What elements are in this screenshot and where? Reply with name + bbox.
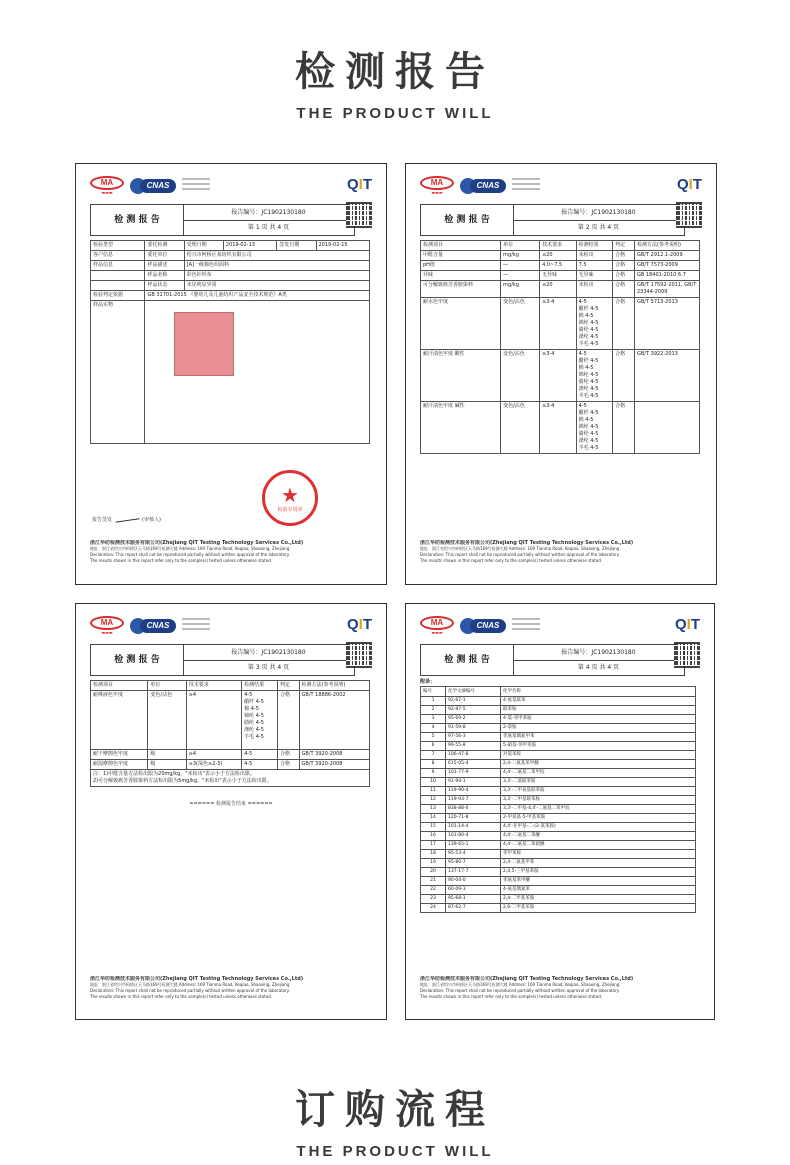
table-row: 可分解致癌芳香胺染料 mg/kg ≤20 未检出 合格 GB/T 17592-2011, GB/T 23344-2009 <box>421 281 700 298</box>
table-row: 7 106-47-8 对氯苯胺 <box>421 751 696 760</box>
accreditation-lines <box>182 178 210 193</box>
table-row: 甲醛含量 mg/kg ≤20 未检出 合格 GB/T 2912.1-2009 <box>421 251 700 261</box>
report-page-4 <box>405 603 715 1020</box>
ma-logo: MA ▬▬▬ <box>420 616 454 636</box>
table-row: 3 95-69-2 4-氯-邻甲苯胺 <box>421 715 696 724</box>
table-row: 耐汗渍色牢度 酸性 变色/沾色 ≥3-4 4-5 醋纤 4-5 棉 4-5 锦纶 4-5 腈纶 4-5 涤纶 4-5 羊毛 4-5 合格 GB/T 3922-2013 <box>421 350 700 402</box>
report-end-note: ====== 检测报告结束 ====== <box>189 801 273 807</box>
table-header-row: 检测项目 单位 技术要求 检测结果 判定 检测方法(参考说明) <box>91 681 370 691</box>
report3-results-table <box>90 680 370 787</box>
table-row: 注：1)甲醛含量方法检出限为20mg/kg，"未检出"表示小于方法检出限。 2)可分解致癌芳香胺染料方法检出限为5mg/kg，"未检出"表示小于方法检出限。 <box>91 770 370 787</box>
table-row: 24 87-62-7 2,6-二甲基苯胺 <box>421 904 696 913</box>
report-footer: 浙江华纺检测技术服务有限公司(Zhejiang QIT Testing Technology Services Co.,Ltd) 地址：浙江省绍兴市柯桥区天马路169号检测大楼 Address: 169 Tianma Road, Keqiao, Shaoxing, Zhejiang Declaration: This report shall not be reproduced partially without written approval of the laboratory. The results shown in this report refer only to the sample(s) tested unless otherwise stated. <box>90 540 304 563</box>
table-row: 检验类型 委托检测 受理日期 2019-02-13 签发日期 2019-02-15 <box>91 241 370 251</box>
table-row: 耐水色牢度 变色/沾色 ≥3-4 4-5 醋纤 4-5 棉 4-5 锦纶 4-5 腈纶 4-5 涤纶 4-5 羊毛 4-5 合格 GB/T 5713-2013 <box>421 298 700 350</box>
table-row: 15 101-14-4 4,4'-亚甲基-二-(2-氯苯胺) <box>421 823 696 832</box>
table-row: 样品实物 <box>91 301 370 444</box>
section-header-order-process <box>0 1078 790 1160</box>
page-indicator: 第 4 页 共 4 页 <box>577 664 620 671</box>
cnas-logo: CNAS <box>460 618 508 634</box>
section-header-test-report <box>0 40 790 122</box>
table-row: 耐干摩擦色牢度 级 ≥4 4-5 合格 GB/T 3920-2008 <box>91 750 370 760</box>
table-row: 4 91-59-8 2-萘胺 <box>421 724 696 733</box>
table-row: pH值 — 4.0~7.5 7.5 合格 GB/T 7573-2009 <box>421 261 700 271</box>
report-page-3 <box>75 603 387 1020</box>
section-title: 检测报告 <box>295 49 495 95</box>
table-row: 6 99-55-8 5-硝基-邻甲苯胺 <box>421 742 696 751</box>
report-number: 报告编号：JC1902130180 <box>183 645 354 661</box>
table-row: 10 91-94-1 3,3'-二氯联苯胺 <box>421 778 696 787</box>
table-row: 检验判定依据 GB 31701-2015 《婴幼儿及儿童纺织产品安全技术规范》A类 <box>91 291 370 301</box>
qit-logo: QIT <box>346 616 372 633</box>
accreditation-lines <box>512 178 540 193</box>
report-header <box>90 616 372 642</box>
table-header-row: 编号 化学文摘编号 化学名称 <box>421 687 696 697</box>
table-row: 样品状态 未见明显异常 <box>91 281 370 291</box>
table-row: 23 95-68-1 2,4-二甲基苯胺 <box>421 895 696 904</box>
table-row: 11 119-90-4 3,3'-二甲氧基联苯胺 <box>421 787 696 796</box>
report4-amine-table <box>420 686 696 913</box>
table-row: 1 92-67-1 4-氨基联苯 <box>421 697 696 706</box>
report-footer: 浙江华纺检测技术服务有限公司(Zhejiang QIT Testing Technology Services Co.,Ltd) 地址：浙江省绍兴市柯桥区天马路169号检测大楼 Address: 169 Tianma Road, Keqiao, Shaoxing, Zhejiang Declaration: This report shall not be reproduced partially without written approval of the laboratory. The results shown in this report refer only to the sample(s) tested unless otherwise stated. <box>90 976 304 999</box>
table-row: 异味 — 无异味 无异味 合格 GB 18401-2010 6.7 <box>421 271 700 281</box>
report2-results-table <box>420 240 700 454</box>
table-row: 8 615-05-4 2,4-二氨基苯甲醚 <box>421 760 696 769</box>
qit-logo: QIT <box>346 176 372 193</box>
section-subtitle: THE PRODUCT WILL <box>296 105 494 122</box>
table-row: 17 139-65-1 4,4'-二氨基二苯硫醚 <box>421 841 696 850</box>
table-row: 12 119-93-7 3,3'-二甲基联苯胺 <box>421 796 696 805</box>
table-row: 16 101-80-4 4,4'-二氨基二苯醚 <box>421 832 696 841</box>
report-number: 报告编号：JC1902130180 <box>513 645 684 661</box>
report-title: 检 测 报 告 <box>421 645 514 675</box>
table-row: 14 120-71-8 2-甲氧基-5-甲基苯胺 <box>421 814 696 823</box>
accreditation-lines <box>512 618 540 633</box>
report-title: 检 测 报 告 <box>91 645 184 675</box>
table-row: 2 92-87-5 联苯胺 <box>421 706 696 715</box>
table-header-row: 检测项目 单位 技术要求 检测结果 判定 检测方法(参考说明) <box>421 241 700 251</box>
table-row: 20 137-17-7 2,4,5-三甲基苯胺 <box>421 868 696 877</box>
report-title-box <box>90 204 355 236</box>
table-row: 样品名称 彩色针织布 <box>91 271 370 281</box>
report-header <box>420 176 702 202</box>
report-header <box>420 616 700 642</box>
report-title-box <box>420 644 685 676</box>
section-subtitle: THE PRODUCT WILL <box>296 1143 494 1160</box>
page-indicator: 第 1 页 共 4 页 <box>247 224 290 231</box>
report-number: 报告编号：JC1902130180 <box>513 205 684 221</box>
table-row: 13 838-88-0 3,3'-二甲基-4,4'-二氨基二苯甲烷 <box>421 805 696 814</box>
report-footer: 浙江华纺检测技术服务有限公司(Zhejiang QIT Testing Technology Services Co.,Ltd) 地址：浙江省绍兴市柯桥区天马路169号检测大楼 Address: 169 Tianma Road, Keqiao, Shaoxing, Zhejiang Declaration: This report shall not be reproduced partially without written approval of the laboratory. The results shown in this report refer only to the sample(s) tested unless otherwise stated. <box>420 540 634 563</box>
table-row: 耐唾液色牢度 变色/沾色 ≥4 4-5 醋纤 4-5 棉 4-5 锦纶 4-5 腈纶 4-5 涤纶 4-5 羊毛 4-5 合格 GB/T 18886-2002 <box>91 691 370 750</box>
table-row: 耐湿摩擦色牢度 级 ≥3(深色≥2-3) 4-5 合格 GB/T 3920-2008 <box>91 760 370 770</box>
page-indicator: 第 2 页 共 4 页 <box>577 224 620 231</box>
page-indicator: 第 3 页 共 4 页 <box>247 664 290 671</box>
sample-photo <box>174 312 234 376</box>
table-row: 5 97-56-3 邻氨基偶氮甲苯 <box>421 733 696 742</box>
ma-logo: MA ▬▬▬ <box>420 176 454 196</box>
official-seal: ★ 检验专用章 <box>262 470 318 526</box>
cnas-logo: CNAS <box>130 618 178 634</box>
signature-icon <box>115 510 140 522</box>
accreditation-lines <box>182 618 210 633</box>
report-title-box <box>90 644 355 676</box>
table-row: 18 95-53-4 邻甲苯胺 <box>421 850 696 859</box>
signature-line: 报告签发 (审核人) <box>92 512 161 523</box>
ma-logo: MA ▬▬▬ <box>90 616 124 636</box>
report-page-2 <box>405 163 717 585</box>
report-header <box>90 176 372 202</box>
report-title: 检 测 报 告 <box>421 205 514 235</box>
report-title-box <box>420 204 685 236</box>
table-row: 19 95-80-7 2,4-二氨基甲苯 <box>421 859 696 868</box>
qit-logo: QIT <box>676 176 702 193</box>
qit-logo: QIT <box>674 616 700 633</box>
table-row: 耐汗渍色牢度 碱性 变色/沾色 ≥3-4 4-5 醋纤 4-5 棉 4-5 锦纶 4-5 腈纶 4-5 涤纶 4-5 羊毛 4-5 合格 <box>421 402 700 454</box>
table-row: 22 60-09-3 4-氨基偶氮苯 <box>421 886 696 895</box>
report-title: 检 测 报 告 <box>91 205 184 235</box>
section-title: 订购流程 <box>295 1087 495 1133</box>
appendix-label: 附录： <box>420 679 436 685</box>
report-footer: 浙江华纺检测技术服务有限公司(Zhejiang QIT Testing Technology Services Co.,Ltd) 地址：浙江省绍兴市柯桥区天马路169号检测大楼 Address: 169 Tianma Road, Keqiao, Shaoxing, Zhejiang Declaration: This report shall not be reproduced partially without written approval of the laboratory. The results shown in this report refer only to the sample(s) tested unless otherwise stated. <box>420 976 634 999</box>
table-row: 9 101-77-9 4,4'-二氨基二苯甲烷 <box>421 769 696 778</box>
table-row: 样品信息 样品描述 [A]一级棉色织面料 <box>91 261 370 271</box>
table-row: 客户信息 委托单位 绍兴市柯桥区某纺织有限公司 <box>91 251 370 261</box>
cnas-logo: CNAS <box>130 178 178 194</box>
cnas-logo: CNAS <box>460 178 508 194</box>
report-number: 报告编号：JC1902130180 <box>183 205 354 221</box>
report-page-1 <box>75 163 387 585</box>
ma-logo: MA ▬▬▬ <box>90 176 124 196</box>
table-row: 21 90-04-0 邻氨基苯甲醚 <box>421 877 696 886</box>
